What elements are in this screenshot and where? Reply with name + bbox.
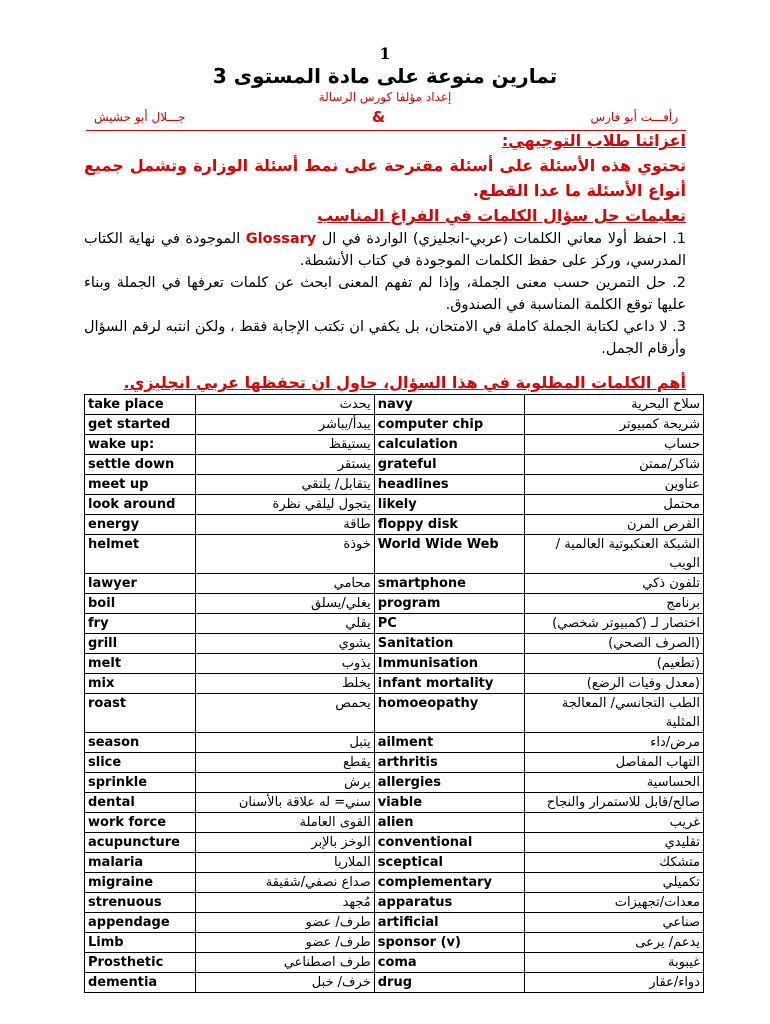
word-english: settle down: [85, 455, 196, 475]
table-row: [85, 395, 704, 415]
word-arabic: الحساسية: [525, 773, 704, 793]
word-arabic: يشوي: [196, 634, 375, 654]
word-english: get started: [85, 415, 196, 435]
word-arabic: الملاريا: [196, 853, 375, 873]
word-arabic: يرش: [196, 773, 375, 793]
word-arabic: يقلي: [196, 614, 375, 634]
word-arabic: يغلي/يسلق: [196, 594, 375, 614]
word-arabic: اختصار لـ (كمبيوتر شخصي): [525, 614, 704, 634]
word-english: sponsor (v): [374, 933, 525, 953]
word-arabic: يستقر: [196, 455, 375, 475]
word-arabic: شاكر/ممتن: [525, 455, 704, 475]
table-row: [85, 674, 704, 694]
word-english: Limb: [85, 933, 196, 953]
word-arabic: يحدث: [196, 395, 375, 415]
word-arabic: يتبل: [196, 733, 375, 753]
table-row: [85, 933, 704, 953]
word-english: allergies: [374, 773, 525, 793]
word-english: artificial: [374, 913, 525, 933]
word-english: mix: [85, 674, 196, 694]
table-row: [85, 733, 704, 753]
word-arabic: تكميلي: [525, 873, 704, 893]
word-arabic: غريب: [525, 813, 704, 833]
word-english: alien: [374, 813, 525, 833]
word-arabic: الطب التجانسي/ المعالجة المثلية: [525, 694, 704, 733]
word-arabic: الوخز بالإبر: [196, 833, 375, 853]
table-row: [85, 515, 704, 535]
word-arabic: يبدأ/يباشر: [196, 415, 375, 435]
table-row: [85, 495, 704, 515]
word-arabic: دواء/عقار: [525, 973, 704, 993]
word-english: boil: [85, 594, 196, 614]
table-row: [85, 594, 704, 614]
word-english: floppy disk: [374, 515, 525, 535]
word-english: dementia: [85, 973, 196, 993]
word-arabic: برنامج: [525, 594, 704, 614]
instruction-item-3: 3. لا داعي لكتابة الجملة كاملة في الامتحان، بل يكفي ان تكتب الإجابة فقط ، ولكن انتبه لرقم السؤال وأرقام الجمل.: [84, 319, 686, 357]
word-english: look around: [85, 495, 196, 515]
word-arabic: يخلط: [196, 674, 375, 694]
word-arabic: تلفون ذكي: [525, 574, 704, 594]
word-english: World Wide Web: [374, 535, 525, 574]
table-row: [85, 455, 704, 475]
word-english: drug: [374, 973, 525, 993]
word-english: Immunisation: [374, 654, 525, 674]
word-english: season: [85, 733, 196, 753]
table-row: [85, 535, 704, 574]
intro-text: تحتوي هذه الأسئلة على أسئلة مقترحة على نمط أسئلة الوزارة وتشمل جميع أنواع الأسئلة ما عدا القطع.: [84, 156, 686, 200]
word-arabic: يحمص: [196, 694, 375, 733]
authors-ampersand: &: [372, 108, 386, 126]
word-english: appendage: [85, 913, 196, 933]
table-row: [85, 893, 704, 913]
word-english: dental: [85, 793, 196, 813]
glossary-term: Glossary: [245, 231, 317, 247]
word-arabic: تقليدي: [525, 833, 704, 853]
word-arabic: (الصرف الصحي): [525, 634, 704, 654]
word-arabic: سني= له علاقة بالأسنان: [196, 793, 375, 813]
table-row: [85, 953, 704, 973]
word-arabic: معدات/تجهيزات: [525, 893, 704, 913]
word-arabic: طرف/ عضو: [196, 913, 375, 933]
word-english: grateful: [374, 455, 525, 475]
word-arabic: (تطعيم): [525, 654, 704, 674]
table-row: [85, 475, 704, 495]
intro-section: [84, 128, 686, 203]
word-english: take place: [85, 395, 196, 415]
word-english: infant mortality: [374, 674, 525, 694]
word-english: sprinkle: [85, 773, 196, 793]
word-english: navy: [374, 395, 525, 415]
page-number: 1: [379, 44, 391, 63]
word-arabic: حساب: [525, 435, 704, 455]
table-row: [85, 634, 704, 654]
word-english: energy: [85, 515, 196, 535]
word-english: arthritis: [374, 753, 525, 773]
word-arabic: خوذة: [196, 535, 375, 574]
word-english: roast: [85, 694, 196, 733]
word-english: program: [374, 594, 525, 614]
word-english: work force: [85, 813, 196, 833]
instruction-item-1: 1. احفظ أولا معاني الكلمات (عربي-انجليزي) الواردة في ال Glossary الموجودة في نهاية الكتاب المدرسي، وركز على حفظ الكلمات الموجودة في كتاب الأنشطة.: [84, 231, 686, 269]
word-arabic: يقطع: [196, 753, 375, 773]
word-english: Sanitation: [374, 634, 525, 654]
table-row: [85, 773, 704, 793]
word-arabic: يستيقظ: [196, 435, 375, 455]
word-english: fry: [85, 614, 196, 634]
word-english: acupuncture: [85, 833, 196, 853]
word-arabic: شريحة كمبيوتر: [525, 415, 704, 435]
word-arabic: محتمل: [525, 495, 704, 515]
word-arabic: مرض/داء: [525, 733, 704, 753]
table-row: [85, 614, 704, 634]
word-english: conventional: [374, 833, 525, 853]
table-row: [85, 415, 704, 435]
word-english: Prosthetic: [85, 953, 196, 973]
table-row: [85, 435, 704, 455]
word-arabic: غيبوبة: [525, 953, 704, 973]
table-row: [85, 913, 704, 933]
word-arabic: التهاب المفاصل: [525, 753, 704, 773]
word-english: homoeopathy: [374, 694, 525, 733]
word-english: sceptical: [374, 853, 525, 873]
table-row: [85, 694, 704, 733]
word-english: strenuous: [85, 893, 196, 913]
word-arabic: صناعي: [525, 913, 704, 933]
word-english: wake up:: [85, 435, 196, 455]
word-english: apparatus: [374, 893, 525, 913]
instruction-item-2: 2. حل التمرين حسب معنى الجملة، وإذا لم تفهم المعنى ابحث عن كلمات تعرفها في الجملة وبناء عليها توقع الكلمة المناسبة في الصندوق.: [84, 275, 686, 313]
word-english: migraine: [85, 873, 196, 893]
table-row: [85, 853, 704, 873]
word-english: calculation: [374, 435, 525, 455]
word-english: computer chip: [374, 415, 525, 435]
word-english: viable: [374, 793, 525, 813]
word-english: complementary: [374, 873, 525, 893]
word-english: PC: [374, 614, 525, 634]
word-arabic: سلاح البحرية: [525, 395, 704, 415]
word-arabic: صداع نصفي/شقيقة: [196, 873, 375, 893]
word-english: smartphone: [374, 574, 525, 594]
word-arabic: القرص المرن: [525, 515, 704, 535]
word-english: ailment: [374, 733, 525, 753]
word-arabic: الشبكة العنكبوتية العالمية /الويب: [525, 535, 704, 574]
word-arabic: خرف/ خبل: [196, 973, 375, 993]
word-english: malaria: [85, 853, 196, 873]
words-heading: أهم الكلمات المطلوبة في هذا السؤال، حاول ان تحفظها عربي انجليزي.: [123, 373, 686, 392]
word-arabic: يدعم/ يرعى: [525, 933, 704, 953]
table-row: [85, 833, 704, 853]
word-arabic: صالح/قابل للاستمرار والنجاح: [525, 793, 704, 813]
word-arabic: متشكك: [525, 853, 704, 873]
word-arabic: طاقة: [196, 515, 375, 535]
intro-greeting: اعزائنا طلاب التوجيهي:: [501, 131, 686, 150]
table-row: [85, 574, 704, 594]
instructions-heading: تعليمات حل سؤال الكلمات في الفراغ المناسب: [317, 206, 686, 225]
word-english: meet up: [85, 475, 196, 495]
table-row: [85, 654, 704, 674]
word-english: helmet: [85, 535, 196, 574]
word-english: coma: [374, 953, 525, 973]
words-table: [84, 394, 704, 993]
page-title: تمارين منوعة على مادة المستوى 3: [212, 64, 558, 88]
word-arabic: يتقابل/ يلتقي: [196, 475, 375, 495]
word-arabic: محامي: [196, 574, 375, 594]
word-english: melt: [85, 654, 196, 674]
page-subtitle: إعداد مؤلفا كورس الرسالة: [318, 90, 452, 104]
table-row: [85, 973, 704, 993]
word-arabic: القوى العاملة: [196, 813, 375, 833]
word-english: likely: [374, 495, 525, 515]
word-english: lawyer: [85, 574, 196, 594]
table-row: [85, 873, 704, 893]
table-row: [85, 813, 704, 833]
word-arabic: (معدل وفيات الرضع): [525, 674, 704, 694]
word-english: slice: [85, 753, 196, 773]
author-right: رأفـــت أبو فارس: [590, 110, 678, 124]
instructions-list: [84, 228, 686, 360]
word-arabic: يذوب: [196, 654, 375, 674]
word-arabic: مُجهد: [196, 893, 375, 913]
word-arabic: يتجول ليلقي نظرة: [196, 495, 375, 515]
word-arabic: طرف/ عضو: [196, 933, 375, 953]
table-row: [85, 753, 704, 773]
table-row: [85, 793, 704, 813]
word-english: grill: [85, 634, 196, 654]
word-english: headlines: [374, 475, 525, 495]
word-arabic: طرف اصطناعي: [196, 953, 375, 973]
word-arabic: عناوين: [525, 475, 704, 495]
author-left: جـــلال أبو حشيش: [94, 110, 186, 124]
